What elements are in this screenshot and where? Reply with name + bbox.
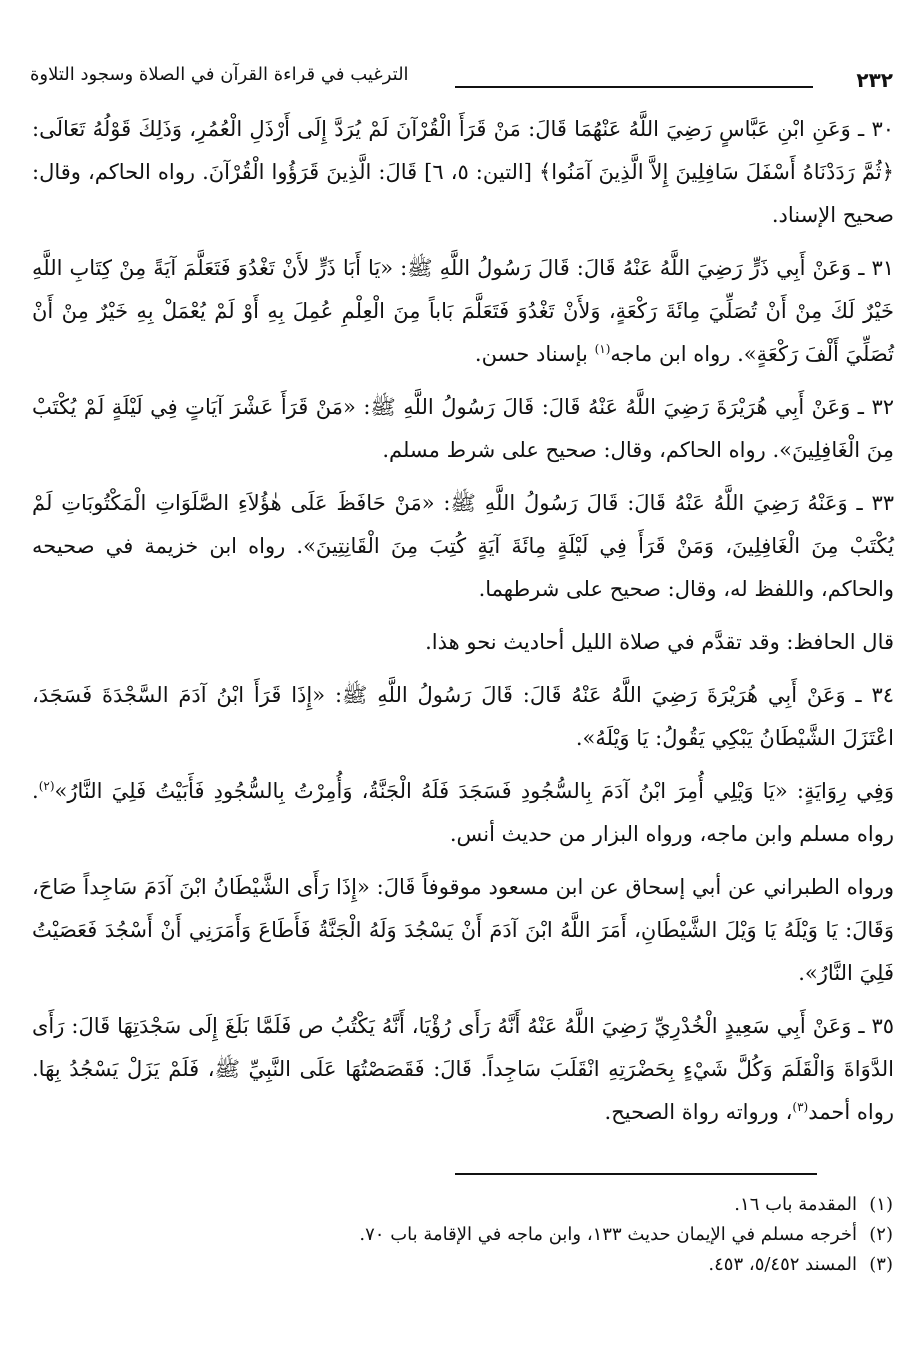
hadith-35: ٣٥ ـ وَعَنْ أَبِي سَعِيدٍ الْخُدْرِيِّ رَضِيَ اللَّهُ عَنْهُ أَنَّهُ رَأَى رُؤْيَا، أَنَّهُ يَكْتُبُ ص فَلَمَّا بَلَغَ إِلَى سَجْدَتِهَا قَالَ: رَأَى الدَّوَاةَ وَالْقَلَمَ وَكُلَّ شَيْءٍ بِحَضْرَتِهِ انْقَلَبَ سَاجِداً. قَالَ: فَقَصَصْتُهَا عَلَى النَّبِيِّ ﷺ، فَلَمْ يَزَلْ يَسْجُدُ بِهَا. رواه أحمد$^{(٣)}$، ورواته رواة الصحيح. xyxy=(32,1014,894,1124)
footnote-1: (١)المقدمة باب ١٦. xyxy=(734,1194,893,1215)
page-number: ٢٣٢ xyxy=(856,68,893,92)
hadith-32: ٣٢ ـ وَعَنْ أَبِي هُرَيْرَةَ رَضِيَ اللَّهُ عَنْهُ قَالَ: قَالَ رَسُولُ اللَّهِ ﷺ: «مَنْ قَرَأَ عَشْرَ آيَاتٍ فِي لَيْلَةٍ لَمْ يُكْتَبْ مِنَ الْغَافِلِينَ». رواه الحاكم، وقال: صحيح على شرط مسلم. xyxy=(32,395,894,462)
page-header xyxy=(30,56,893,100)
main-text xyxy=(32,108,894,1144)
footnote-ref: (٣) xyxy=(792,1100,809,1114)
header-rule xyxy=(455,86,813,88)
running-title: الترغيب في قراءة القرآن في الصلاة وسجود التلاوة xyxy=(30,64,409,85)
footnote-ref: (٢) xyxy=(38,779,55,793)
hadith-30: ٣٠ ـ وَعَنِ ابْنِ عَبَّاسٍ رَضِيَ اللَّهُ عَنْهُمَا قَالَ: مَنْ قَرَأَ الْقُرْآنَ لَمْ يُرَدَّ إِلَى أَرْذَلِ الْعُمُرِ، وَذَلِكَ قَوْلُهُ تَعَالَى: ﴿ثُمَّ رَدَدْنَاهُ أَسْفَلَ سَافِلِينَ إِلاَّ الَّذِينَ آمَنُوا﴾ [التين: ٥، ٦] قَالَ: الَّذِينَ قَرَؤُوا الْقُرْآنَ. رواه الحاكم، وقال: صحيح الإسناد. xyxy=(32,117,894,227)
hadith-34: ٣٤ ـ وَعَنْ أَبِي هُرَيْرَةَ رَضِيَ اللَّهُ عَنْهُ قَالَ: قَالَ رَسُولُ اللَّهِ ﷺ: «إِذَا قَرَأَ ابْنُ آدَمَ السَّجْدَةَ فَسَجَدَ، اعْتَزَلَ الشَّيْطَانُ يَبْكِي يَقُولُ: يَا وَيْلَهُ». xyxy=(32,683,894,750)
footnote-3: (٣)المسند ٥/٤٥٢، ٤٥٣. xyxy=(708,1254,893,1275)
hadith-33: ٣٣ ـ وَعَنْهُ رَضِيَ اللَّهُ عَنْهُ قَالَ: قَالَ رَسُولُ اللَّهِ ﷺ: «مَنْ حَافَظَ عَلَى هٰؤُلاَءِ الصَّلَوَاتِ الْمَكْتُوبَاتِ لَمْ يُكْتَبْ مِنَ الْغَافِلِينَ، وَمَنْ قَرَأَ فِي لَيْلَةٍ مِائَةَ آيَةٍ كُتِبَ مِنَ الْقَانِتِينَ». رواه ابن خزيمة في صحيحه والحاكم، واللفظ له، وقال: صحيح على شرطهما. xyxy=(32,491,894,601)
tabarani-paragraph: ورواه الطبراني عن أبي إسحاق عن ابن مسعود موقوفاً قَالَ: «إِذَا رَأَى الشَّيْطَانُ ابْنَ آدَمَ سَاجِداً صَاحَ، وَقَالَ: يَا وَيْلَهُ يَا وَيْلَ الشَّيْطَانِ، أَمَرَ اللَّهُ ابْنَ آدَمَ أَنْ يَسْجُدَ وَلَهُ الْجَنَّةُ فَأَطَاعَ وَأَمَرَنِي أَنْ أَسْجُدَ فَعَصَيْتُ فَلِيَ النَّارُ». xyxy=(32,875,894,985)
hadith-31: ٣١ ـ وَعَنْ أَبِي ذَرٍّ رَضِيَ اللَّهُ عَنْهُ قَالَ: قَالَ رَسُولُ اللَّهِ ﷺ: «يَا أَبَا ذَرٍّ لأَنْ تَغْدُوَ فَتَعَلَّمَ آيَةً مِنْ كِتَابِ اللَّهِ خَيْرٌ لَكَ مِنْ أَنْ تُصَلِّيَ مِائَةَ رَكْعَةٍ، وَلأَنْ تَغْدُوَ فَتَعَلَّمَ بَاباً مِنَ الْعِلْمِ عُمِلَ بِهِ أَوْ لَمْ يُعْمَلْ بِهِ خَيْرٌ مِنْ أَنْ تُصَلِّيَ أَلْفَ رَكْعَةٍ». رواه ابن ماجه$^{(١)}$ بإسناد حسن. xyxy=(32,256,894,366)
footnote-rule xyxy=(455,1173,817,1175)
footnote-ref: (١) xyxy=(594,342,611,356)
riwaya-paragraph: وَفِي رِوَايَةٍ: «يَا وَيْلِي أُمِرَ ابْنُ آدَمَ بِالسُّجُودِ فَسَجَدَ فَلَهُ الْجَنَّةُ، وَأُمِرْتُ بِالسُّجُودِ فَأَبَيْتُ فَلِيَ النَّارُ»$^{(٢)}$. رواه مسلم وابن ماجه، ورواه البزار من حديث أنس. xyxy=(32,779,894,846)
footnote-2: (٢)أخرجه مسلم في الإيمان حديث ١٣٣، وابن ماجه في الإقامة باب ٧٠. xyxy=(359,1224,893,1245)
hafiz-note: قال الحافظ: وقد تقدَّم في صلاة الليل أحاديث نحو هذا. xyxy=(425,630,894,654)
footnotes xyxy=(63,1190,893,1280)
